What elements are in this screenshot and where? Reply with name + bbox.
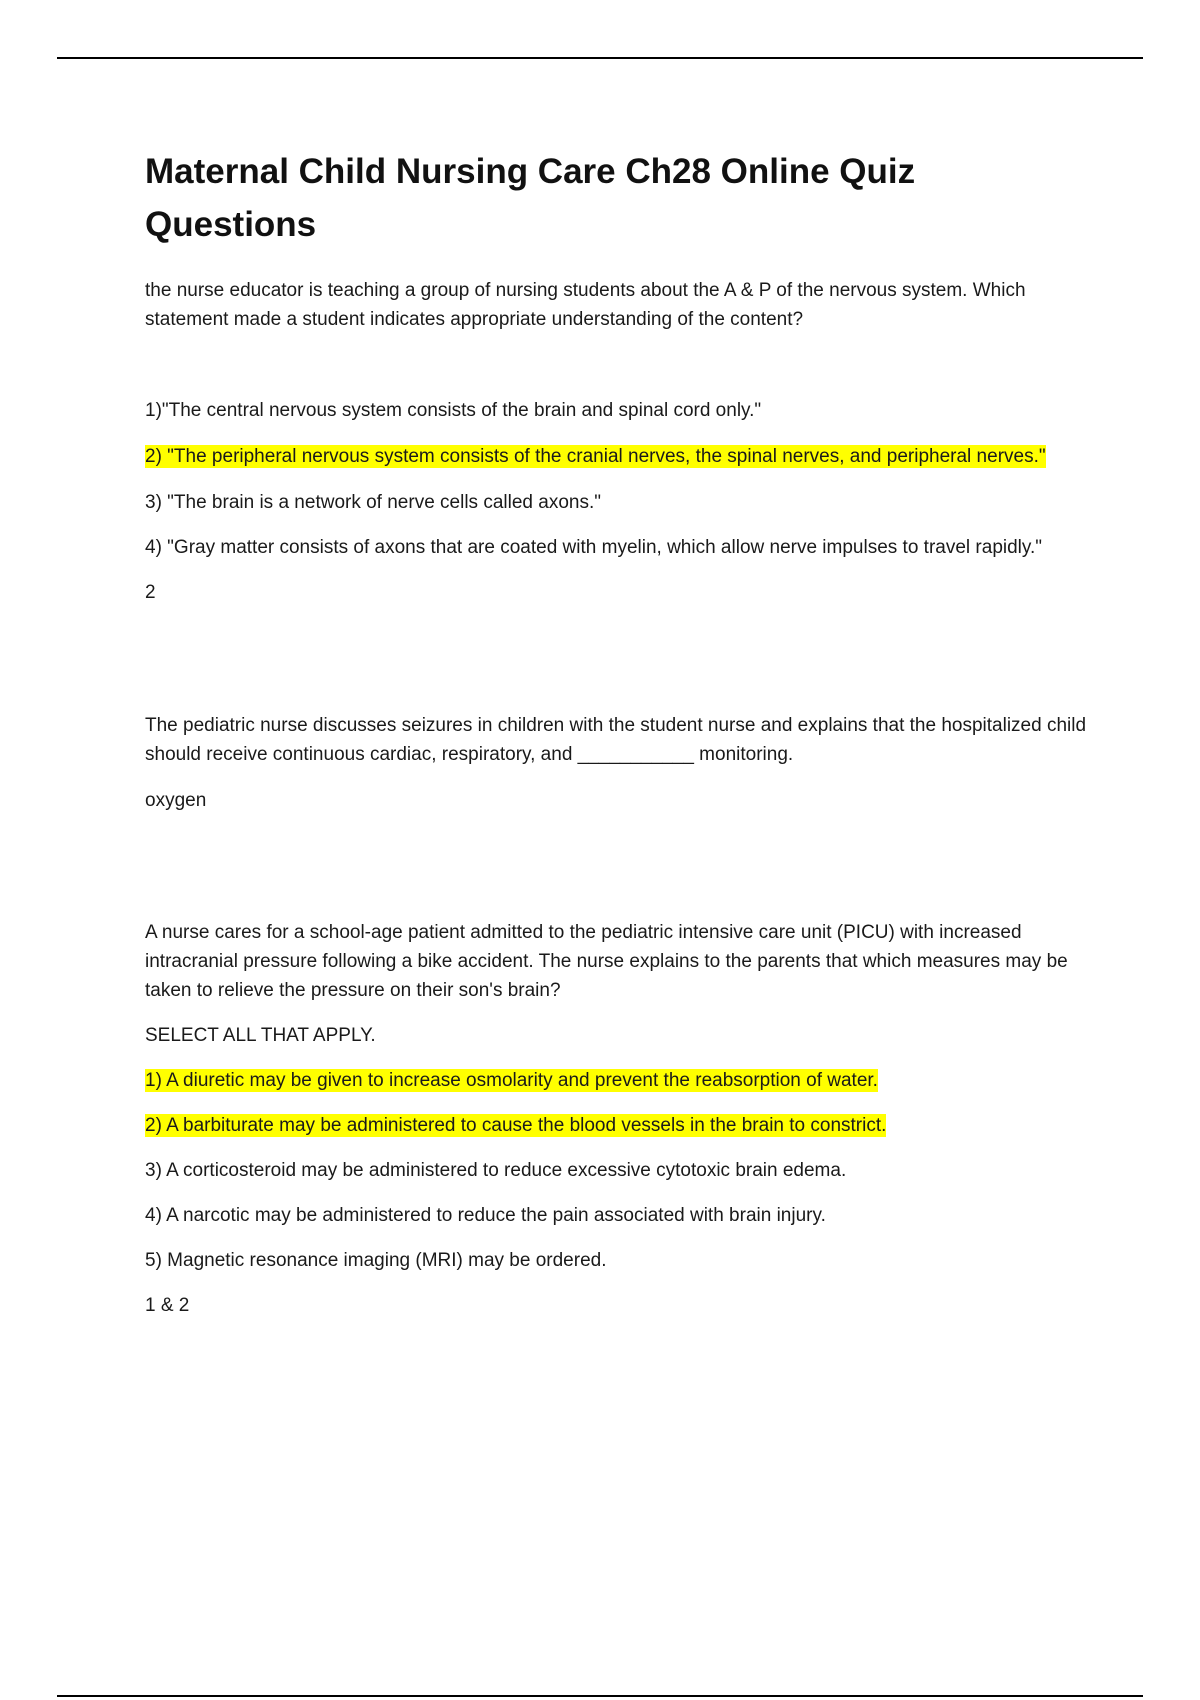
question-2-stem: The pediatric nurse discusses seizures in children with the student nurse and explains that the hospitalized child should receive continuous cardiac, respiratory, and ___________ monitoring. (145, 715, 1087, 765)
page-title: Maternal Child Nursing Care Ch28 Online Quiz Questions (145, 152, 916, 244)
question-2-answer: oxygen (145, 790, 207, 811)
question-2 (145, 711, 1105, 815)
footer-rule (57, 1695, 1143, 1697)
question-3-option-4: 4) A narcotic may be administered to reduce the pain associated with brain injury. (145, 1205, 826, 1226)
document-body (145, 145, 1105, 1320)
highlighted-answer: 1) A diuretic may be given to increase osmolarity and prevent the reabsorption of water. (145, 1070, 878, 1091)
question-3-option-2 (145, 1111, 1105, 1140)
highlighted-answer: 2) A barbiturate may be administered to cause the blood vessels in the brain to constrict. (145, 1115, 887, 1136)
header-rule (57, 57, 1143, 59)
highlighted-answer: 2) "The peripheral nervous system consists of the cranial nerves, the spinal nerves, and peripheral nerves." (145, 446, 1046, 467)
question-3-option-5: 5) Magnetic resonance imaging (MRI) may be ordered. (145, 1250, 607, 1271)
question-3-option-3: 3) A corticosteroid may be administered to reduce excessive cytotoxic brain edema. (145, 1160, 847, 1181)
question-1-option-3: 3) "The brain is a network of nerve cells called axons." (145, 492, 601, 513)
question-3-answer: 1 & 2 (145, 1295, 190, 1316)
question-1-option-2 (145, 442, 1105, 471)
question-1-stem: the nurse educator is teaching a group of nursing students about the A & P of the nervous system. Which statement made a student indicates appropriate understanding of the content? (145, 280, 1026, 330)
question-3 (145, 918, 1105, 1320)
question-1-option-1: 1)"The central nervous system consists of the brain and spinal cord only." (145, 400, 762, 421)
question-1-option-4: 4) "Gray matter consists of axons that are coated with myelin, which allow nerve impulses to travel rapidly." (145, 537, 1043, 558)
question-3-instruction: SELECT ALL THAT APPLY. (145, 1025, 376, 1046)
question-1-answer: 2 (145, 582, 156, 603)
question-3-option-1 (145, 1066, 1105, 1095)
question-1 (145, 276, 1105, 607)
question-3-stem: A nurse cares for a school-age patient admitted to the pediatric intensive care unit (PICU) with increased intracranial pressure following a bike accident. The nurse explains to the parents that which measures may be taken to relieve the pressure on their son's brain? (145, 922, 1068, 1001)
